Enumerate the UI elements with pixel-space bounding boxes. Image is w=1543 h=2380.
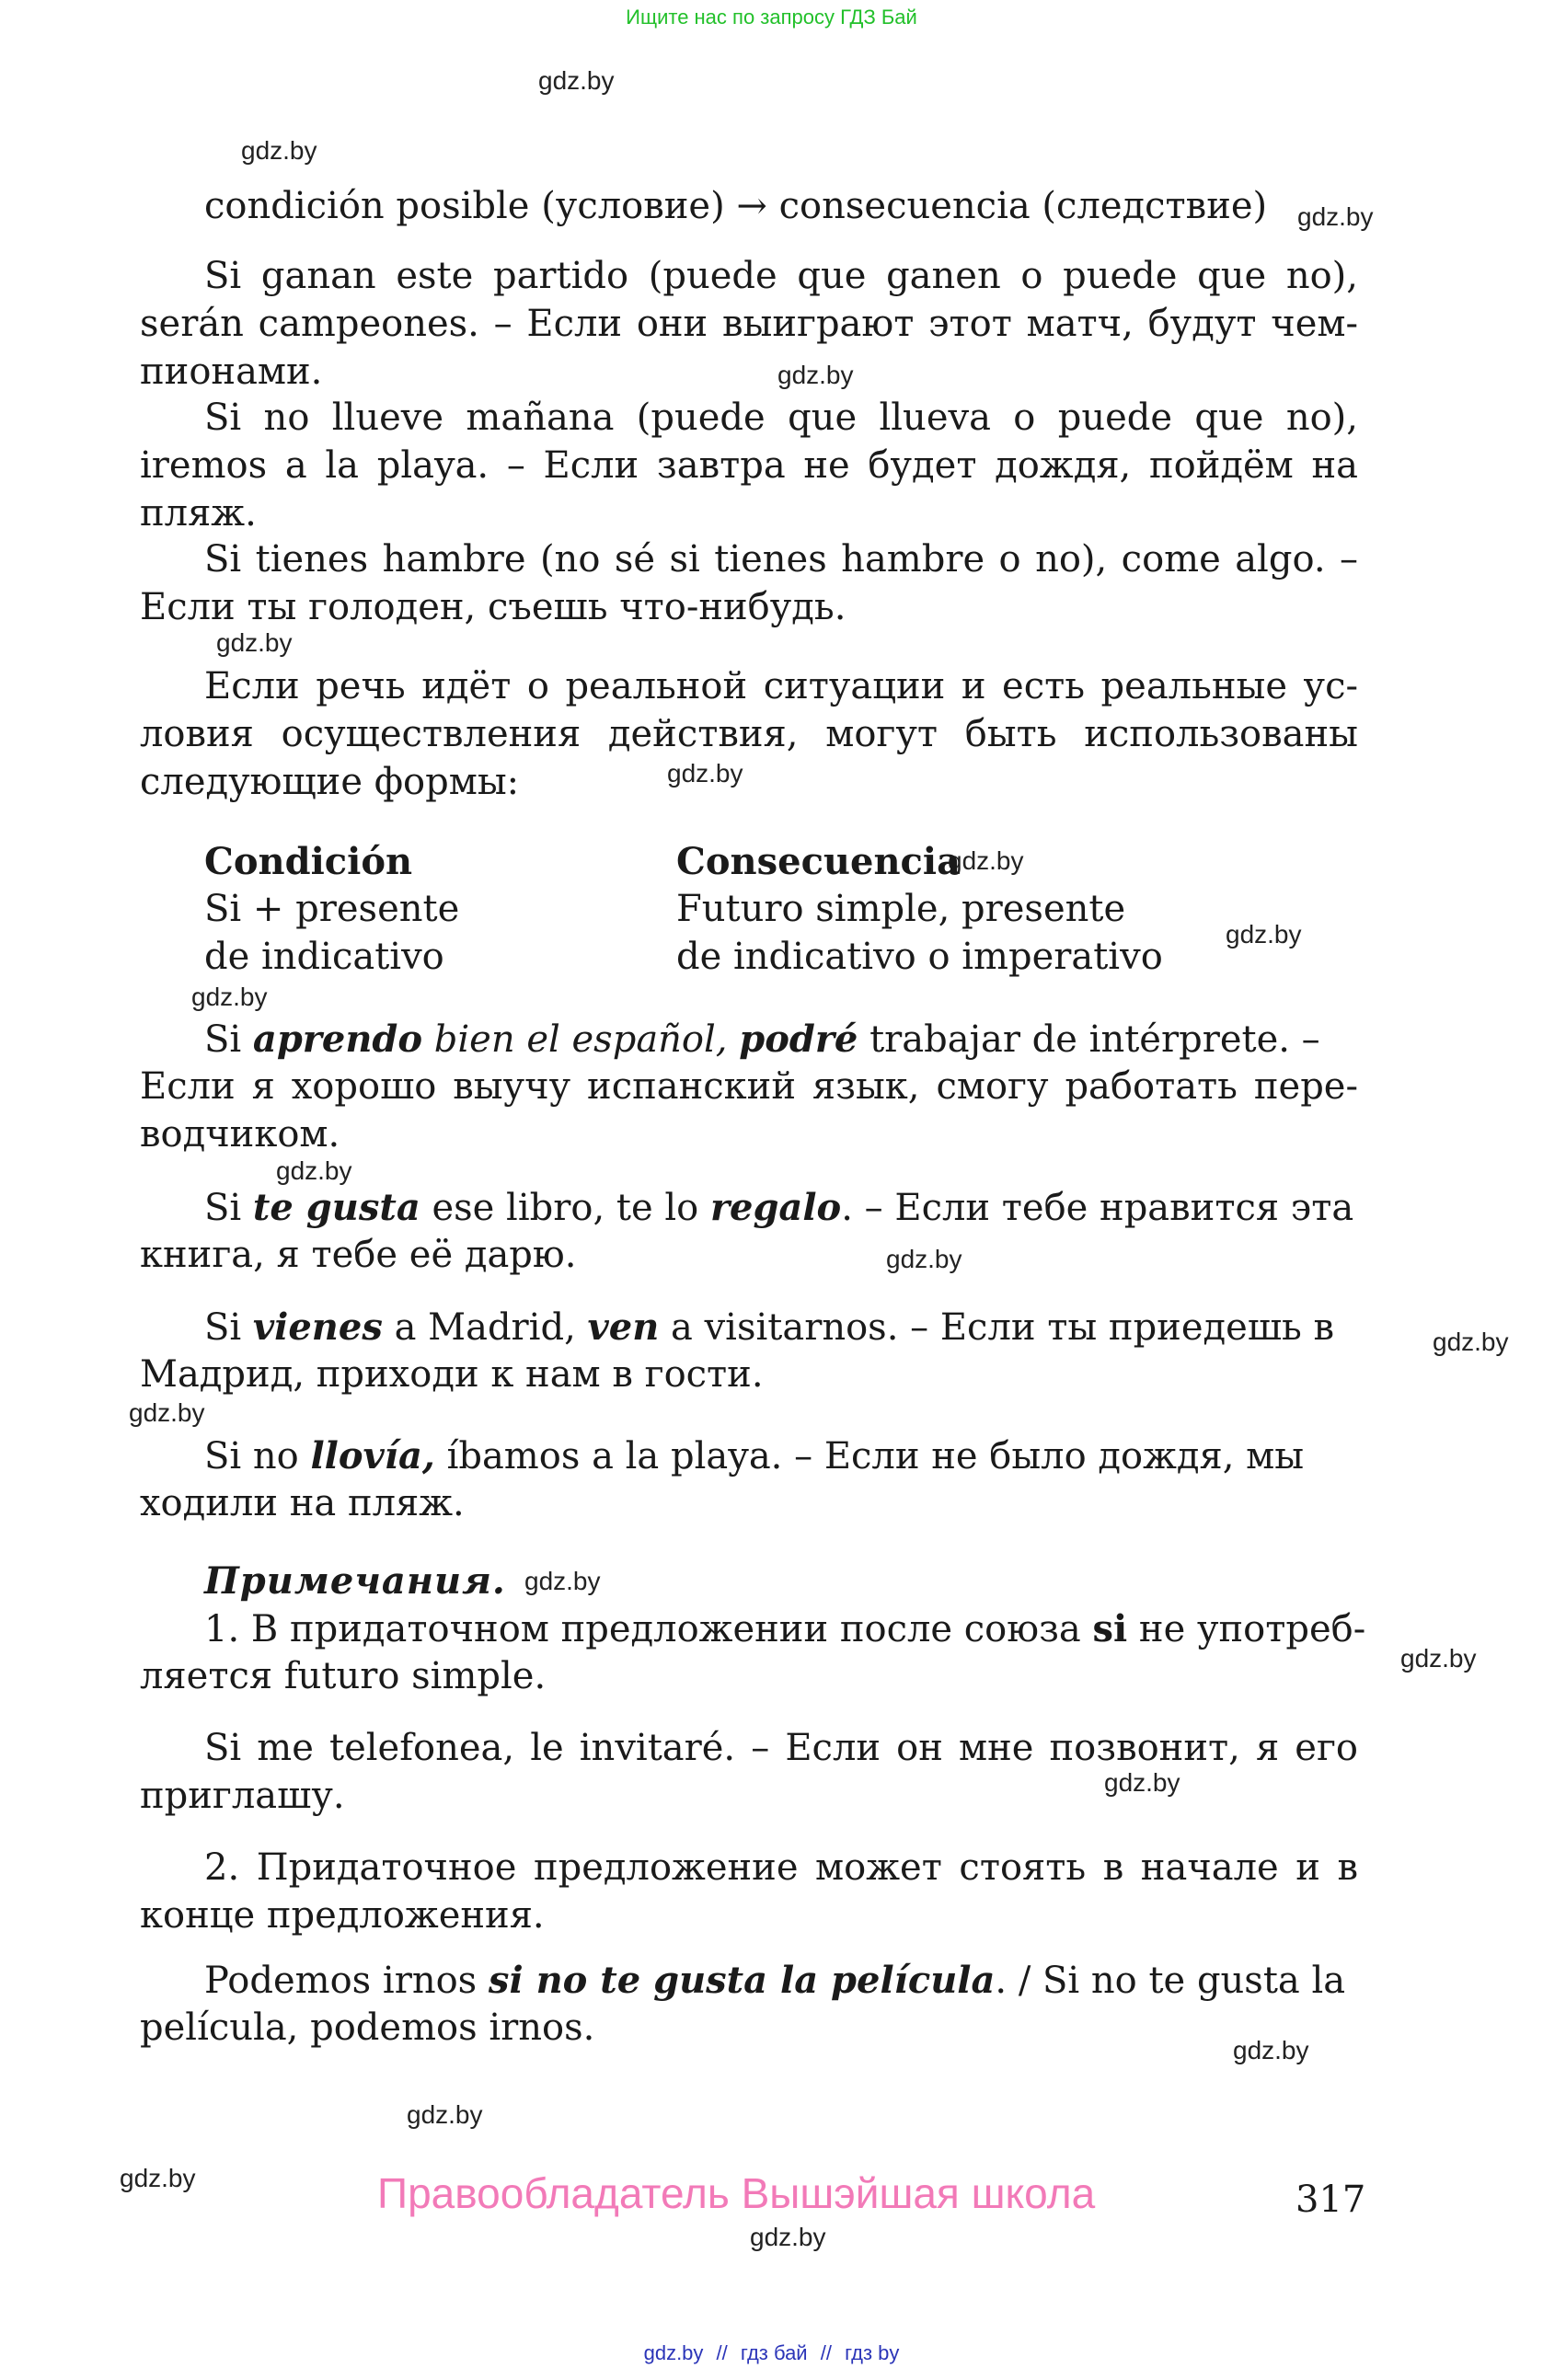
watermark: gdz.by (276, 1156, 352, 1185)
text-fragment: a Madrid, (394, 1306, 576, 1349)
watermark: gdz.by (1104, 1768, 1180, 1797)
text-fragment: Si (204, 1306, 242, 1349)
watermark: gdz.by (948, 846, 1024, 875)
verb-highlight: vienes (252, 1305, 383, 1349)
table-cell: Si + presente (204, 888, 460, 930)
verb-highlight: llovía, (310, 1434, 435, 1477)
clause-highlight: si no te gusta la película (488, 1959, 996, 2002)
example-line: пляж. (140, 492, 257, 535)
watermark: gdz.by (1226, 920, 1302, 949)
note-example-line: приглашу. (140, 1775, 345, 1817)
text-fragment: . – Если тебе нравится эта (841, 1187, 1354, 1229)
text-fragment: trabajar de intérprete. – (869, 1018, 1320, 1061)
example-line: книга, я тебе её дарю. (140, 1234, 577, 1276)
example-line: Мадрид, приходи к нам в гости. (140, 1353, 764, 1396)
text-line: Si no llueve mañana (puede que llueva o puede que no), (204, 397, 1358, 439)
copyright-owner: Правообладатель Вышэйшая школа (377, 2169, 1096, 2217)
verb-highlight: podré (739, 1018, 858, 1061)
link-gdz-by-ru[interactable]: гдз by (845, 2341, 900, 2364)
example-line (140, 1063, 1358, 1111)
text-line: Если я хорошо выучу испанский язык, смогу работать пере- (140, 1065, 1358, 1108)
example-line (204, 1183, 1353, 1233)
text-fragment: Si no (204, 1435, 299, 1477)
text-line: Si tienes hambre (no sé si tienes hambre o no), come algo. – (204, 538, 1358, 581)
watermark: gdz.by (1433, 1328, 1509, 1356)
page-number: 317 (1295, 2179, 1366, 2221)
text-line: Si me telefonea, le invitaré. – Если он мне позвонит, я его (204, 1727, 1358, 1769)
table-cell: Futuro simple, presente (676, 888, 1126, 930)
text-line: Si ganan este partido (puede que ganen o puede que no), (204, 255, 1358, 297)
verb-highlight: regalo (709, 1186, 842, 1229)
watermark: gdz.by (1297, 202, 1374, 231)
search-hint-banner: Ищите нас по запросу ГДЗ Бай (626, 6, 917, 29)
note-line (204, 1604, 1365, 1654)
watermark: gdz.by (886, 1245, 962, 1273)
text-fragment: a visitarnos. – Если ты приедешь в (671, 1306, 1335, 1349)
notes-title: Примечания. (204, 1559, 506, 1603)
example-line: ходили на пляж. (140, 1482, 465, 1524)
watermark: gdz.by (191, 983, 268, 1011)
note-example-line (204, 1956, 1345, 2006)
watermark: gdz.by (667, 759, 743, 788)
link-gdz-by[interactable]: gdz.by (643, 2341, 704, 2364)
paragraph-line (204, 662, 1358, 711)
text-fragment: ese libro, te lo (432, 1187, 699, 1229)
table-header-consecuencia: Consecuencia (676, 840, 961, 883)
schema-line: condición posible (условие) → consecuencia (следствие) (204, 185, 1268, 227)
watermark: gdz.by (120, 2164, 196, 2192)
text-fragment: íbamos a la playa. – Если не было дождя, мы (446, 1435, 1305, 1477)
table-cell: de indicativo o imperativo (676, 936, 1163, 978)
watermark: gdz.by (216, 628, 293, 657)
note-example-line (204, 1724, 1358, 1773)
example-line (204, 1431, 1304, 1481)
text-line: Если речь идёт о реальной ситуации и есть реальные ус- (204, 665, 1358, 707)
conjunction-highlight: si (1092, 1607, 1128, 1650)
watermark: gdz.by (407, 2100, 483, 2129)
watermark: gdz.by (129, 1398, 205, 1427)
verb-highlight: ven (587, 1305, 660, 1349)
link-separator: // (716, 2341, 728, 2364)
verb-highlight: aprendo (252, 1018, 423, 1061)
text-fragment: . / Si no te gusta la (995, 1960, 1346, 2002)
table-cell: de indicativo (204, 936, 444, 978)
watermark: gdz.by (524, 1567, 601, 1595)
verb-highlight: te gusta (252, 1186, 420, 1229)
note-line (204, 1844, 1358, 1892)
note-line: ляется futuro simple. (140, 1655, 547, 1697)
text-fragment: bien el español, (433, 1018, 728, 1061)
watermark: gdz.by (1400, 1644, 1477, 1673)
bottom-links (0, 2341, 1543, 2365)
link-gdz-bai[interactable]: гдз бай (740, 2341, 808, 2364)
watermark: gdz.by (1233, 2036, 1309, 2064)
example-line: пионами. (140, 351, 323, 393)
text-fragment: Podemos irnos (204, 1960, 478, 2002)
note-line: конце предложения. (140, 1894, 545, 1937)
example-line: водчиком. (140, 1113, 340, 1156)
text-line: iremos a la playa. – Если завтра не будет дождя, пойдём на (140, 444, 1358, 487)
example-line (204, 535, 1358, 584)
note-example-line: película, podemos irnos. (140, 2006, 595, 2049)
paragraph-line (140, 710, 1358, 759)
text-fragment: Si (204, 1018, 242, 1061)
watermark: gdz.by (241, 136, 317, 165)
text-line: ловия осуществления действия, могут быть использованы (140, 713, 1358, 755)
example-line (140, 300, 1358, 349)
watermark: gdz.by (750, 2223, 826, 2251)
text-fragment: 1. В придаточном предложении после союза (204, 1608, 1081, 1650)
example-line (204, 252, 1358, 301)
paragraph-line: следующие формы: (140, 761, 520, 803)
example-line (204, 1015, 1320, 1064)
text-line: 2. Придаточное предложение может стоять в начале и в (204, 1846, 1358, 1889)
example-line: Если ты голоден, съешь что-нибудь. (140, 586, 846, 628)
text-line: serán campeones. – Если они выиграют этот матч, будут чем- (140, 303, 1358, 345)
watermark: gdz.by (777, 361, 854, 389)
link-separator: // (820, 2341, 832, 2364)
watermark: gdz.by (538, 66, 615, 95)
table-header-condicion: Condición (204, 840, 413, 883)
text-fragment: не употреб- (1138, 1608, 1366, 1650)
example-line (204, 394, 1358, 443)
example-line (204, 1303, 1334, 1352)
text-fragment: Si (204, 1187, 242, 1229)
example-line (140, 442, 1358, 490)
